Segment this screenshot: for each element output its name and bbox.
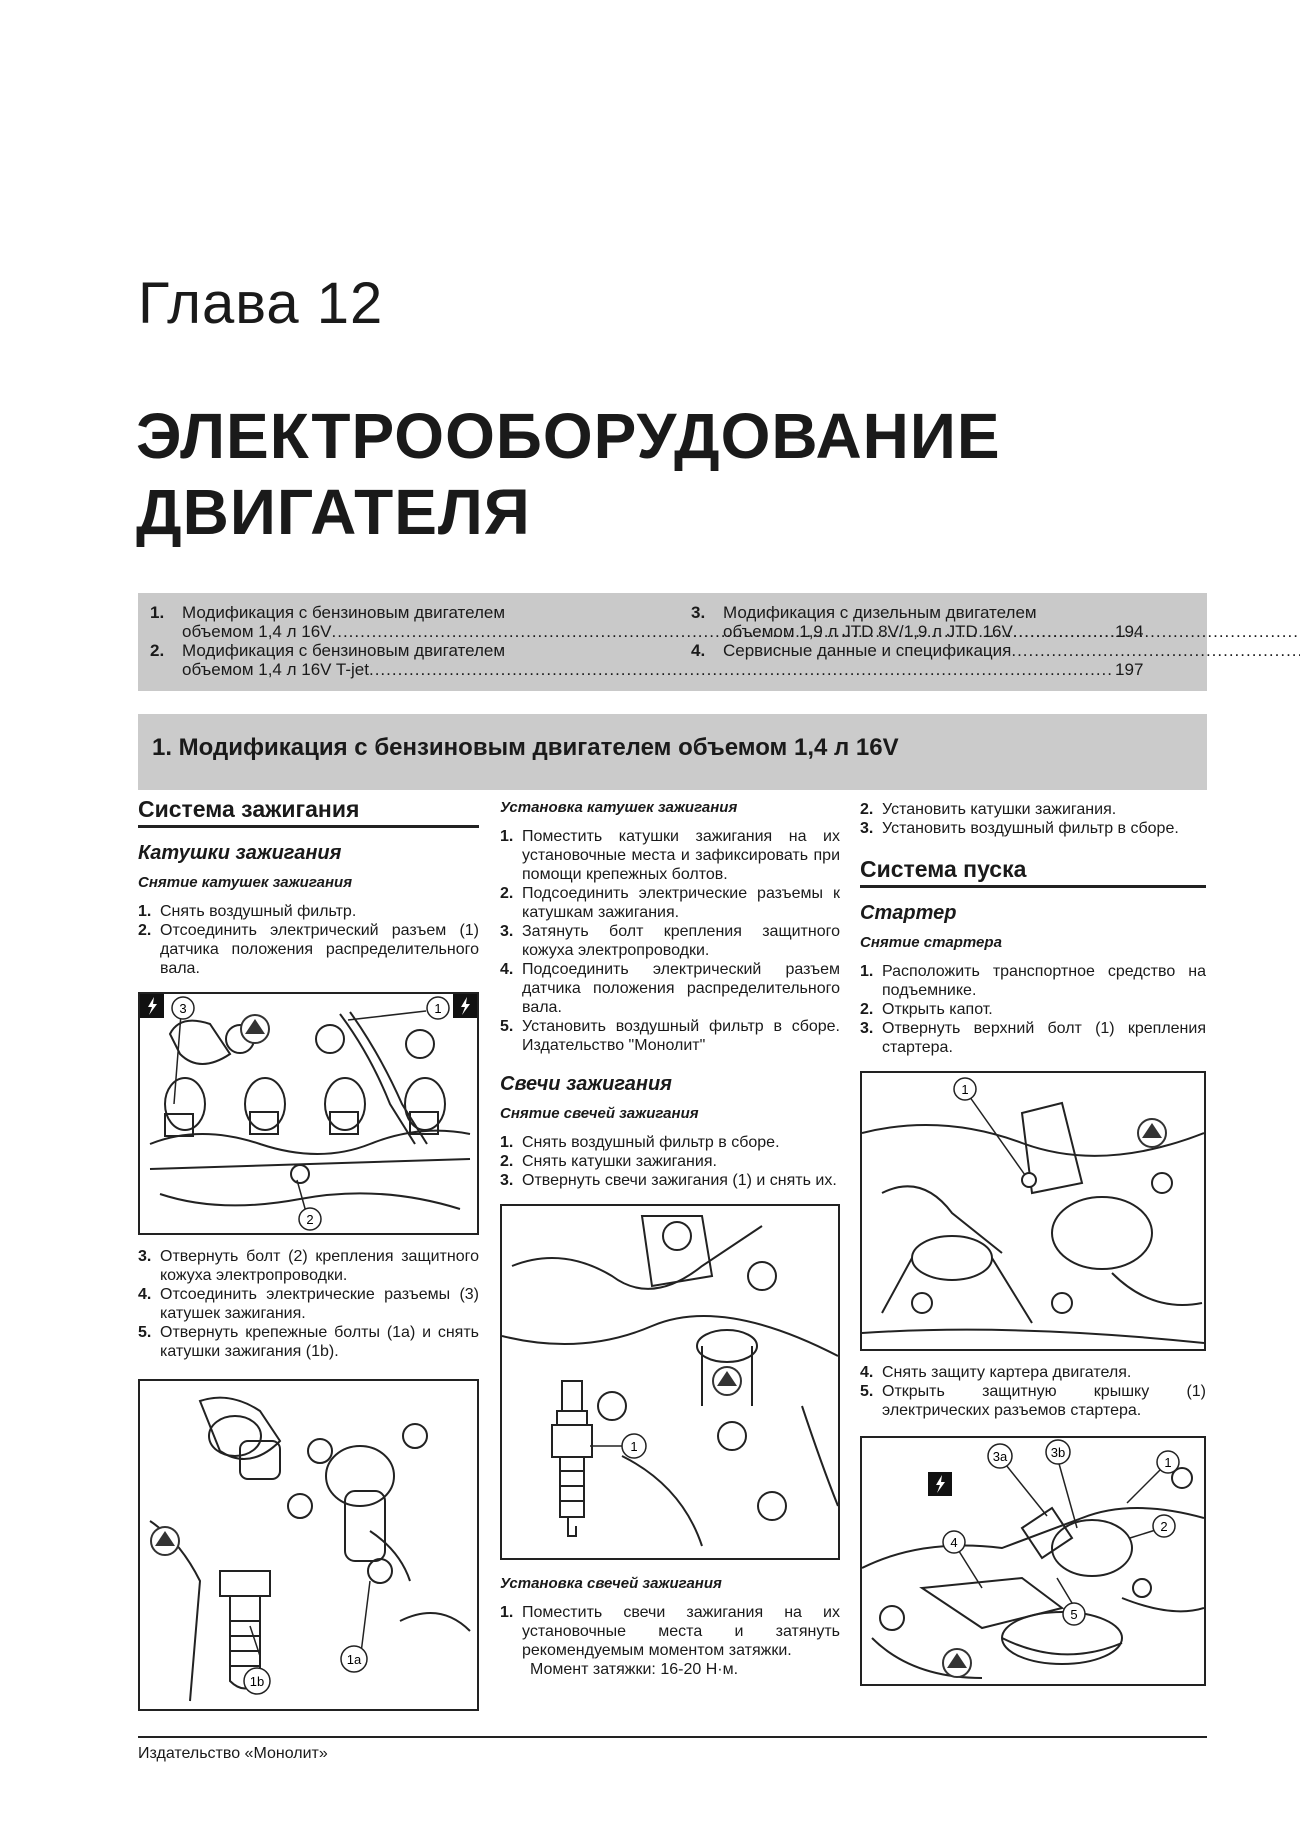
callout-label: 3b: [1050, 1445, 1066, 1460]
callout-label: 3a: [992, 1449, 1008, 1464]
step-number: 2.: [860, 801, 874, 818]
toc-column-right: [679, 603, 1193, 660]
step-number: 2.: [500, 885, 514, 902]
figure-starter-bolt: [860, 1071, 1206, 1351]
subsystem-heading: Стартер: [860, 902, 957, 924]
step-item: [500, 960, 840, 1017]
toc-item[interactable]: [679, 603, 1193, 641]
step-number: 1.: [500, 1134, 514, 1151]
step-item: [860, 800, 1206, 819]
step-text: Отсоединить электрические разъемы (3) катушек зажигания.: [160, 1286, 479, 1322]
step-number: 5.: [500, 1018, 514, 1035]
toc-line: Модификация с бензиновым двигателем: [182, 603, 506, 622]
step-text: Снять воздушный фильтр.: [160, 903, 357, 920]
callout-label: 2: [306, 1212, 314, 1227]
step-item: [138, 902, 479, 921]
callout-label: 1: [630, 1439, 638, 1454]
torque-spec: Момент затяжки: 16-20 Н·м.: [530, 1661, 739, 1678]
step-item: [500, 827, 840, 884]
step-number: 1.: [860, 963, 874, 980]
brand-logo: [241, 1015, 269, 1043]
spark-plug-illustration: [502, 1206, 838, 1558]
step-item: [860, 819, 1206, 838]
column-1: [138, 796, 479, 1711]
step-number: 1.: [500, 1604, 514, 1621]
step-text: Снять катушки зажигания.: [522, 1153, 717, 1170]
step-text: Снять защиту картера двигателя.: [882, 1364, 1132, 1381]
step-text: Отвернуть верхний болт (1) крепления стартера.: [882, 1020, 1206, 1056]
step-number: 2.: [500, 1153, 514, 1170]
callout-label: 1: [434, 1001, 442, 1016]
starter-bolt-illustration: [862, 1073, 1204, 1349]
step-text: Расположить транспортное средство на подъемнике.: [882, 963, 1206, 999]
coil-removal-illustration: [140, 1381, 477, 1709]
step-item: [860, 1019, 1206, 1057]
section-title: 1. Модификация с бензиновым двигателем объемом 1,4 л 16V: [152, 734, 899, 761]
toc-item[interactable]: [679, 641, 1193, 660]
toc-page: 197: [1115, 660, 1144, 679]
step-number: 3.: [500, 1172, 514, 1189]
chapter-title-line2: ДВИГАТЕЛЯ: [136, 476, 531, 548]
table-of-contents: [138, 593, 1207, 691]
step-text: Поместить катушки зажигания на их установочные места и зафиксировать при помощи крепежных болтов.: [522, 828, 840, 883]
footer-publisher: Издательство «Монолит»: [138, 1745, 328, 1762]
step-item: [138, 1323, 479, 1361]
step-text: Открыть капот.: [882, 1001, 993, 1018]
step-text: Поместить свечи зажигания на их установочные места и затянуть рекомендуемым моментом затяжки.: [522, 1604, 840, 1659]
figure-coils-removal: [138, 1379, 479, 1711]
toc-num: 1.: [150, 603, 165, 622]
step-item: [500, 1017, 840, 1055]
callout-label: 1a: [346, 1652, 362, 1667]
callout-label: 1b: [249, 1674, 265, 1689]
step-text: Отвернуть крепежные болты (1a) и снять катушки зажигания (1b).: [160, 1324, 479, 1360]
brand-logo: [943, 1649, 971, 1677]
operation-heading: Установка свечей зажигания: [500, 1575, 722, 1592]
figure-coils-top: [138, 992, 479, 1235]
step-number: 3.: [138, 1248, 152, 1265]
step-number: 5.: [138, 1324, 152, 1341]
operation-heading: Снятие стартера: [860, 934, 1002, 951]
footer-divider: [138, 1736, 1207, 1738]
step-item: [500, 922, 840, 960]
operation-heading: Снятие свечей зажигания: [500, 1105, 699, 1122]
subsystem-heading: Свечи зажигания: [500, 1073, 672, 1095]
step-item: [138, 1247, 479, 1285]
step-text: Открыть защитную крышку (1) электрических разъемов стартера.: [882, 1383, 1206, 1419]
step-item: [500, 1171, 840, 1190]
figure-starter-connectors: [860, 1436, 1206, 1686]
chapter-title-line1: ЭЛЕКТРООБОРУДОВАНИЕ: [136, 400, 1001, 472]
callout-label: 1: [1164, 1455, 1172, 1470]
toc-line: Модификация с бензиновым двигателем: [182, 641, 506, 660]
system-heading: Система зажигания: [138, 800, 479, 828]
callout-label: 3: [179, 1001, 187, 1016]
toc-page: 194: [1115, 622, 1144, 641]
starter-connectors-illustration: [862, 1438, 1204, 1684]
brand-logo: [151, 1527, 179, 1555]
chapter-title: [136, 398, 1001, 550]
step-item: [860, 1000, 1206, 1019]
system-heading: Система пуска: [860, 860, 1206, 888]
step-number: 3.: [860, 820, 874, 837]
chapter-label: Глава 12: [138, 271, 384, 336]
figure-spark-plug: [500, 1204, 840, 1560]
subsystem-heading: Катушки зажигания: [138, 842, 342, 864]
step-item: [500, 1152, 840, 1171]
callout-label: 2: [1160, 1519, 1168, 1534]
callout-label: 4: [950, 1535, 958, 1550]
step-item: [860, 962, 1206, 1000]
callout-label: 1: [961, 1082, 969, 1097]
step-item: [860, 1363, 1206, 1382]
toc-line: объемом 1,4 л 16V T-jet: [182, 660, 369, 679]
step-number: 4.: [500, 961, 514, 978]
step-number: 2.: [138, 922, 152, 939]
step-text: Подсоединить электрические разъемы к катушкам зажигания.: [522, 885, 840, 921]
operation-heading: Снятие катушек зажигания: [138, 874, 353, 891]
step-text: Отвернуть свечи зажигания (1) и снять их.: [522, 1172, 837, 1189]
toc-num: 2.: [150, 641, 165, 660]
step-text: Установить воздушный фильтр в сборе.: [882, 820, 1179, 837]
step-item: [138, 1285, 479, 1323]
toc-line: объемом 1,4 л 16V: [182, 622, 332, 641]
brand-logo: [713, 1367, 741, 1395]
toc-line: объемом 1,9 л JTD 8V/1,9 л JTD 16V: [723, 622, 1013, 641]
step-item: [860, 1382, 1206, 1420]
step-item: [500, 1603, 840, 1660]
column-2: [500, 800, 840, 1679]
step-text: Подсоединить электрический разъем датчика положения распределительного вала.: [522, 961, 840, 1016]
step-text: Снять воздушный фильтр в сборе.: [522, 1134, 780, 1151]
toc-num: 4.: [691, 641, 706, 660]
step-number: 1.: [500, 828, 514, 845]
toc-line: Модификация с дизельным двигателем: [723, 603, 1037, 622]
callout-label: 5: [1070, 1607, 1078, 1622]
toc-num: 3.: [691, 603, 706, 622]
step-number: 3.: [860, 1020, 874, 1037]
step-text: Отсоединить электрический разъем (1) датчика положения распределительного вала.: [160, 922, 479, 977]
section-header-band: [138, 714, 1207, 790]
step-item: [500, 1133, 840, 1152]
step-number: 4.: [860, 1364, 874, 1381]
step-number: 3.: [500, 923, 514, 940]
column-3: [860, 800, 1206, 1686]
step-number: 2.: [860, 1001, 874, 1018]
step-number: 5.: [860, 1383, 874, 1400]
step-number: 4.: [138, 1286, 152, 1303]
step-text: Установить катушки зажигания.: [882, 801, 1117, 818]
brand-logo: [1138, 1119, 1166, 1147]
engine-coils-illustration: [140, 994, 477, 1233]
toc-line: Сервисные данные и спецификация: [723, 641, 1012, 660]
step-item: [138, 921, 479, 978]
step-number: 1.: [138, 903, 152, 920]
step-item: [500, 884, 840, 922]
operation-heading: Установка катушек зажигания: [500, 799, 738, 816]
step-text: Отвернуть болт (2) крепления защитного кожуха электропроводки.: [160, 1248, 479, 1284]
step-text: Установить воздушный фильтр в сборе. Издательство "Монолит": [522, 1018, 840, 1054]
step-text: Затянуть болт крепления защитного кожуха электропроводки.: [522, 923, 840, 959]
